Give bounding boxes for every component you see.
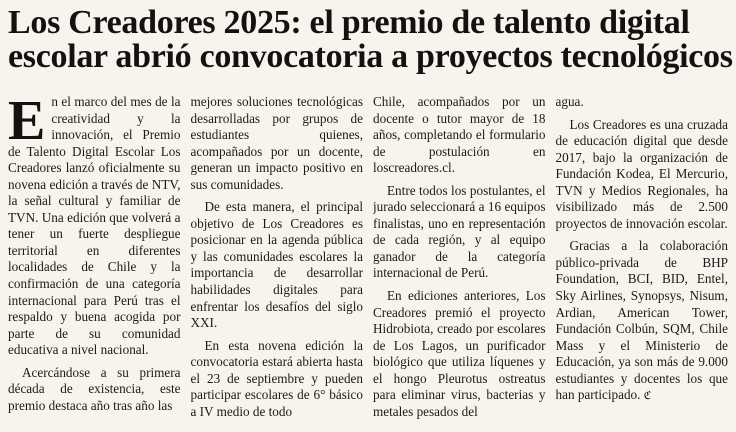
paragraph-text: n el marco del mes de la creatividad y la innovación, el Premio de Talento Digital Escolar Los Creadores lanzó oficialmente su novena edición a través de NTV, la señal cultural y familiar de TVN. Una edición que volverá a tener un fuerte despliegue territorial en diferentes localidades de Chile y la confirmación de una categoría internacional para Perú tras el respaldo y buena acogida por parte de su comunidad educativa a nivel nacional. <box>8 94 181 358</box>
column-4 <box>556 94 729 432</box>
column-1 <box>8 94 181 432</box>
headline-line-1: Los Creadores 2025: el premio de talento digital <box>8 4 690 41</box>
paragraph: Acercándose a su primera década de existencia, este premio destaca año tras año las <box>8 364 181 413</box>
paragraph: Los Creadores es una cruzada de educación digital que desde 2017, bajo la organización de Fundación Kodea, El Mercurio, TVN y Medios Regionales, ha visibilizado más de 2.500 proyectos de innovación escolar. <box>555 116 728 231</box>
paragraph: En ediciones anteriores, Los Creadores premió el proyecto Hidrobiota, creado por escolares de Los Lagos, un purificador biológico que utiliza líquenes y el hongo Pleurotus ostreatus para eliminar virus, bacterias y metales pesados del <box>373 288 546 419</box>
paragraph <box>556 238 729 404</box>
paragraph: De esta manera, el principal objetivo de Los Creadores es posicionar en la agenda pública y las comunidades escolares la importancia de desarrollar habilidades digitales para enfrentar los desafíos del siglo XXI. <box>190 199 363 331</box>
paragraph: Entre todos los postulantes, el jurado seleccionará a 16 equipos finalistas, uno en representación de cada región, y al equipo ganador de la categoría internacional de Perú. <box>373 182 546 281</box>
paragraph: agua. <box>555 94 584 109</box>
paragraph: mejores soluciones tecnológicas desarrolladas por grupos de estudiantes quienes, acompañados por un docente, generan un impacto positivo en sus comunidades. <box>190 94 363 192</box>
end-mark-icon: ℭ <box>643 390 652 403</box>
headline-line-2: escolar abrió convocatoria a proyectos tecnológicos <box>8 38 733 75</box>
paragraph-text: Gracias a la colaboración público-privada de BHP Foundation, BCI, BID, Entel, Sky Airlines, Synopsys, Nisum, Ardian, American Tower, Fundación Colbún, SQM, Chile Mass y el Ministerio de Educación, ya son más de 9.000 estudiantes y docentes los que han participado. <box>555 238 728 403</box>
drop-cap: E <box>8 94 46 152</box>
paragraph <box>8 94 181 359</box>
paragraph: Chile, acompañados por un docente o tutor mayor de 18 años, completando el formulario de postulación en loscreadores.cl. <box>373 94 546 176</box>
headline <box>8 4 733 75</box>
paragraph: En esta novena edición la convocatoria estará abierta hasta el 23 de septiembre y pueden participar escolares de 6° básico a IV medio de todo <box>190 337 363 419</box>
article-body <box>8 94 728 432</box>
column-2 <box>191 94 364 432</box>
column-3 <box>373 94 546 432</box>
